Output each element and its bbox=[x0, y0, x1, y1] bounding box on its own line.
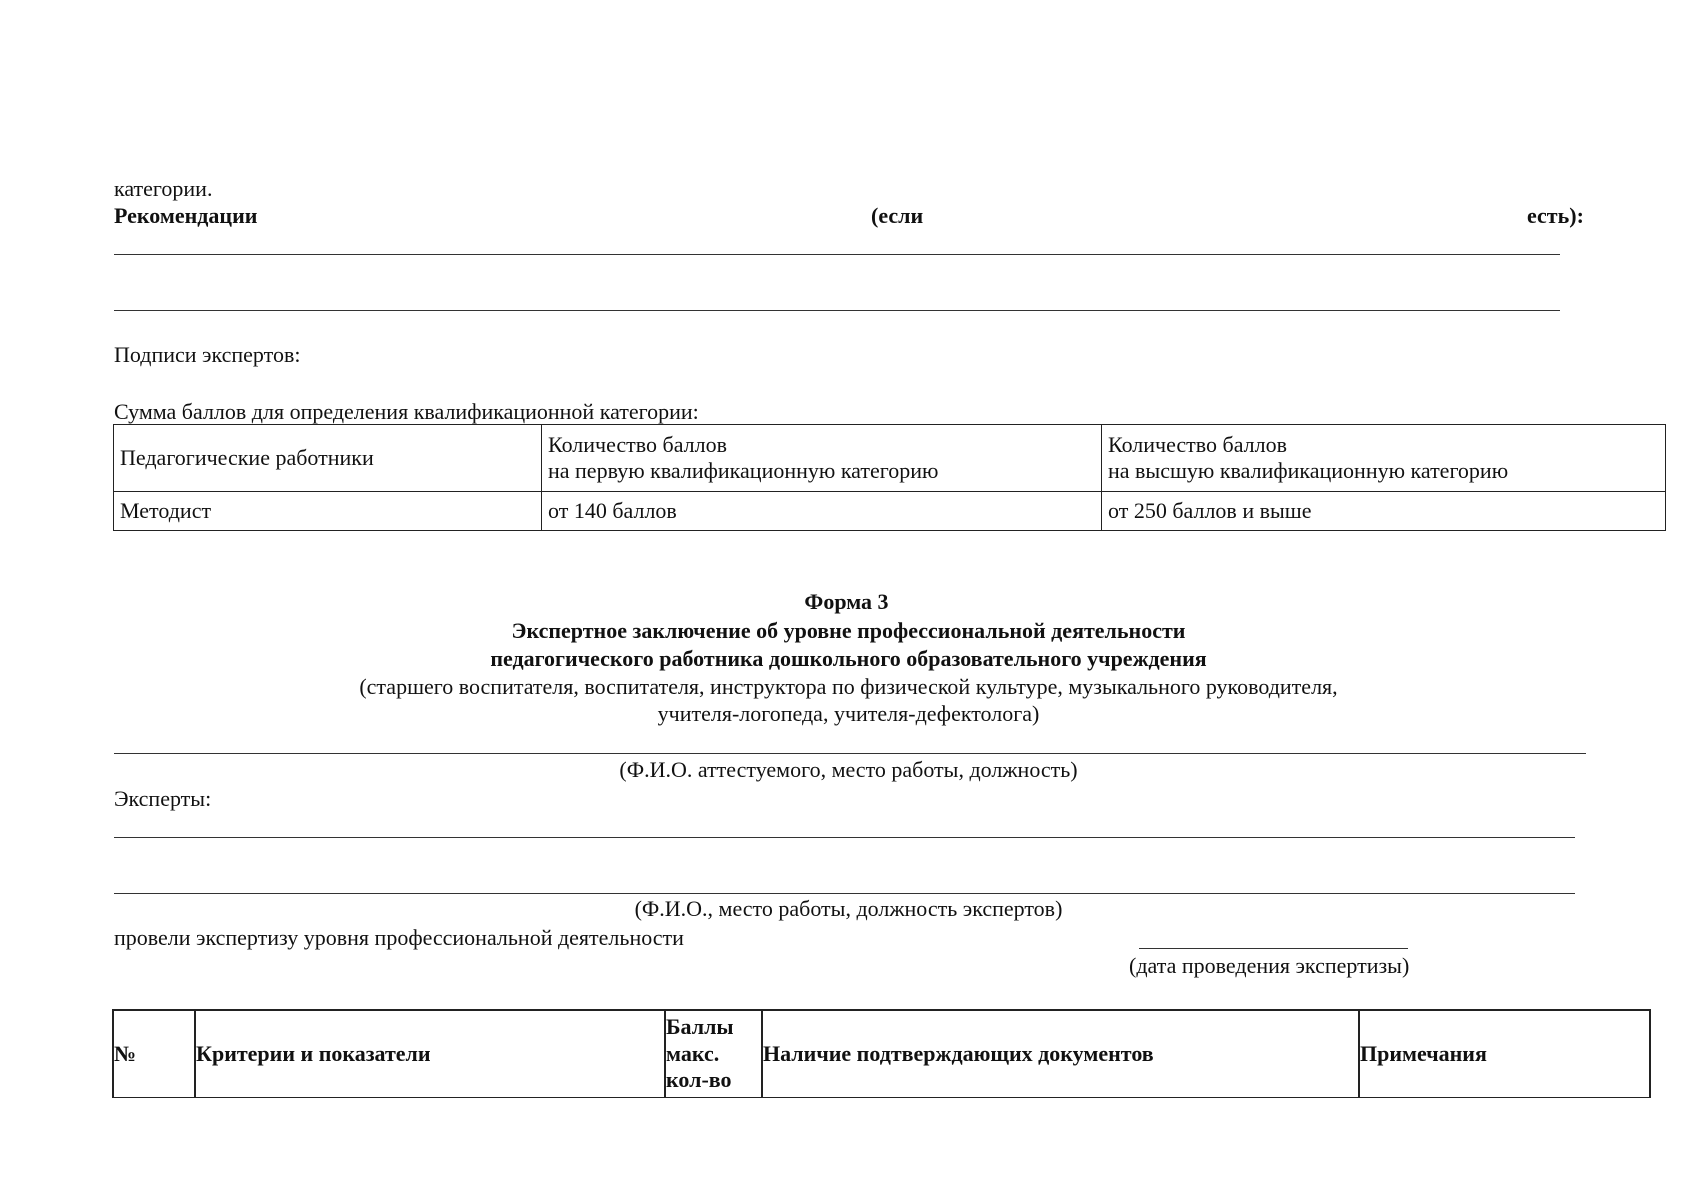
experts-label: Эксперты: bbox=[114, 786, 212, 811]
heading-line-1: Экспертное заключение об уровне профессиональной деятельности bbox=[511, 618, 1186, 643]
row-position: Методист bbox=[114, 492, 542, 531]
date-blank-line bbox=[1139, 948, 1408, 949]
recommendations-if: (если bbox=[871, 203, 924, 228]
col-points bbox=[665, 1010, 762, 1097]
col-documents: Наличие подтверждающих документов bbox=[762, 1010, 1359, 1097]
subtitle-line-2: учителя-логопеда, учителя-дефектолога) bbox=[657, 701, 1040, 726]
header-highest-category-line1: Количество баллов bbox=[1108, 431, 1288, 457]
experts-blank-line-1 bbox=[114, 837, 1575, 838]
experts-caption: (Ф.И.О., место работы, должность экспертов) bbox=[634, 896, 1063, 921]
recommendations-exist: есть): bbox=[1527, 203, 1584, 228]
header-highest-category-line2: на высшую квалификационную категорию bbox=[1108, 458, 1509, 483]
date-caption: (дата проведения экспертизы) bbox=[1129, 953, 1410, 978]
attestee-blank-line bbox=[114, 753, 1586, 754]
score-sum-label: Сумма баллов для определения квалификационной категории: bbox=[114, 399, 699, 424]
recommendations-blank-line-1 bbox=[114, 254, 1560, 255]
header-highest-category bbox=[1102, 425, 1666, 492]
header-first-category-line2: на первую квалификационную категорию bbox=[548, 458, 939, 483]
col-points-line1: Баллы bbox=[666, 1014, 734, 1040]
score-table-row bbox=[114, 492, 1666, 531]
subtitle-line-1: (старшего воспитателя, воспитателя, инструктора по физической культуре, музыкального руководителя, bbox=[359, 674, 1338, 699]
attestee-caption: (Ф.И.О. аттестуемого, место работы, должность) bbox=[619, 757, 1078, 782]
header-first-category-line1: Количество баллов bbox=[548, 431, 728, 457]
previous-line-end: категории. bbox=[114, 176, 213, 201]
heading-line-2: педагогического работника дошкольного образовательного учреждения bbox=[490, 646, 1207, 671]
recommendations-blank-line-2 bbox=[114, 310, 1560, 311]
score-table-header bbox=[114, 425, 1666, 492]
row-first-category-points: от 140 баллов bbox=[542, 492, 1102, 531]
header-teachers: Педагогические работники bbox=[114, 425, 542, 492]
score-table bbox=[113, 424, 1666, 531]
col-notes: Примечания bbox=[1359, 1010, 1650, 1097]
criteria-table bbox=[112, 1009, 1651, 1098]
recommendations-label: Рекомендации bbox=[114, 203, 258, 228]
conducted-text: провели экспертизу уровня профессиональной деятельности bbox=[114, 925, 684, 950]
signatures-label: Подписи экспертов: bbox=[114, 342, 301, 367]
experts-blank-line-2 bbox=[114, 893, 1575, 894]
col-points-line2: макс. bbox=[666, 1040, 720, 1066]
col-criteria: Критерии и показатели bbox=[195, 1010, 665, 1097]
col-points-line3: кол-во bbox=[666, 1066, 732, 1092]
col-number: № bbox=[113, 1010, 195, 1097]
criteria-table-header bbox=[113, 1010, 1650, 1097]
header-first-category bbox=[542, 425, 1102, 492]
form-title: Форма 3 bbox=[804, 589, 889, 614]
row-highest-category-points: от 250 баллов и выше bbox=[1102, 492, 1666, 531]
